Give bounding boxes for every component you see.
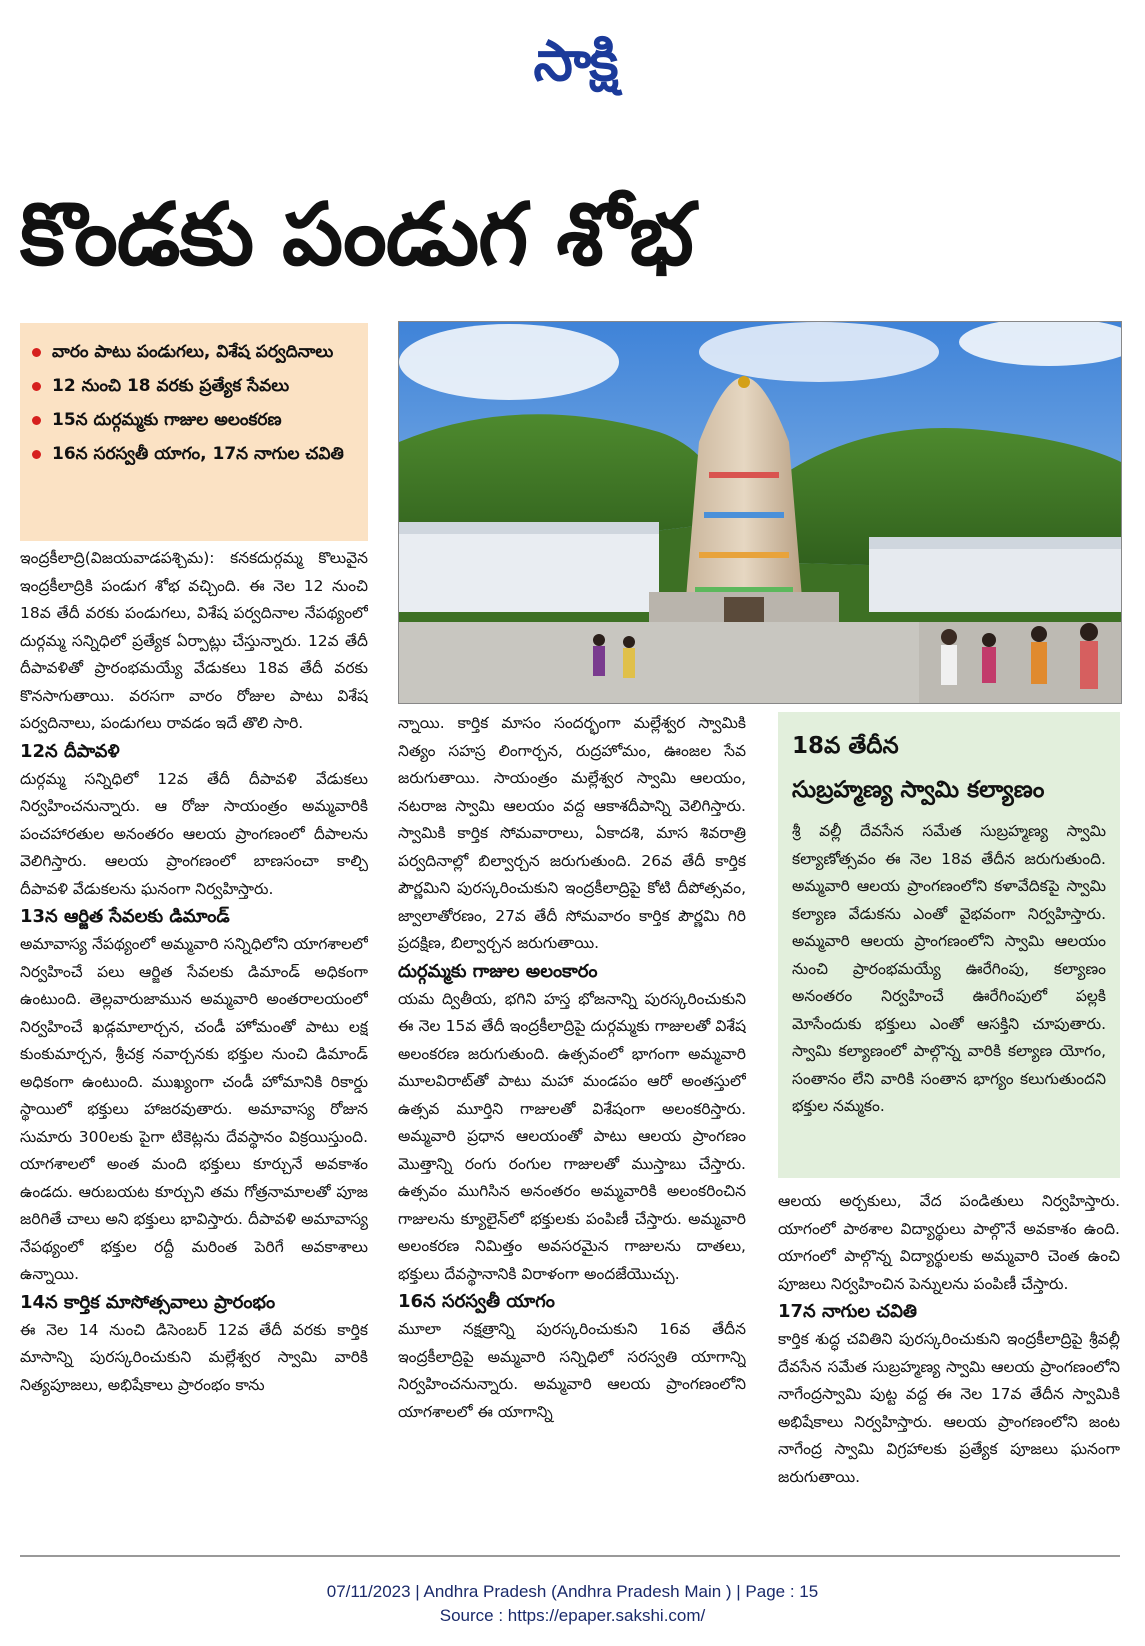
headline: కొండకు పండుగ శోభ [20, 185, 693, 285]
footer-divider [20, 1555, 1120, 1557]
bullet-icon [32, 416, 41, 425]
footer [0, 1580, 1145, 1628]
sidebar-title-line2: సుబ్రహ్మణ్య స్వామి కల్యాణం [792, 777, 1045, 803]
paragraph: దుర్గమ్మ సన్నిధిలో 12వ తేదీ దీపావళి వేడుకలు నిర్వహించనున్నారు. ఆ రోజు సాయంత్రం అమ్మవారికి పంచహారతుల అనంతరం ఆలయ ప్రాంగణంలో దీపాలను వెలిగిస్తారు. ఆలయ ప్రాంగణంలో బాణసంచా కాల్చి దీపావళి వేడుకలను ఘనంగా నిర్వహిస్తారు. [20, 769, 368, 898]
bullet-icon [32, 382, 41, 391]
paragraph: మూలా నక్షత్రాన్ని పురస్కరించుకుని 16వ తేదీన ఇంద్రకీలాద్రిపై అమ్మవారి సన్నిధిలో సరస్వతి యాగాన్ని నిర్వహించనున్నారు. అమ్మవారి ఆలయ ప్రాంగణంలోని యాగశాలలో ఈ యాగాన్ని [398, 1320, 746, 1421]
article-column-3 [778, 1188, 1120, 1548]
article-column-2 [398, 710, 746, 1550]
temple-illustration [399, 322, 1121, 703]
article-column-1 [20, 545, 368, 1545]
highlight-item: 12 నుంచి 18 వరకు ప్రత్యేక సేవలు [32, 369, 358, 403]
paragraph: అమావాస్య నేపథ్యంలో అమ్మవారి సన్నిధిలోని యాగశాలలో నిర్వహించే పలు ఆర్జిత సేవలకు డిమాండ్ అధికంగా ఉంటుంది. తెల్లవారుజామున అమ్మవారి అంతరాలయంలో నిర్వహించే ఖడ్గమాలార్చన, చండీ హోమంతో పాటు లక్ష కుంకుమార్చన, శ్రీచక్ర నవార్చనకు భక్తుల నుంచి డిమాండ్ అధికంగా ఉంటుంది. ముఖ్యంగా చండీ హోమానికి రికార్డు స్థాయిలో భక్తులు హాజరవుతారు. అమావాస్య రోజున సుమారు 300లకు పైగా టికెట్లను దేవస్థానం విక్రయిస్తుంది. యాగశాలలో అంత మంది భక్తులు కూర్చునే అవకాశం ఉండదు. ఆరుబయట కూర్చుని తమ గోత్రనామాలతో పూజ జరిగితే చాలు అని భక్తులు భావిస్తారు. దీపావళి అమావాస్య నేపథ్యంలో భక్తుల రద్దీ మరింత పెరిగే అవకాశాలు ఉన్నాయి. [20, 935, 368, 1283]
subheading-saraswathi-yagam: 16న సరస్వతీ యాగం [398, 1291, 555, 1312]
bullet-icon [32, 450, 41, 459]
highlights-box [20, 323, 368, 541]
subheading-deepavali: 12న దీపావళి [20, 740, 120, 762]
article-intro: ఇంద్రకీలాద్రి(విజయవాడపశ్చిమ): కనకదుర్గమ్మ కొలువైన ఇంద్రకీలాద్రికి పండుగ శోభ వచ్చింది. ఈ నెల 12 నుంచి 18వ తేదీ వరకు పండుగలు, విశేష పర్వదినాల నేపథ్యంలో దుర్గమ్మ సన్నిధిలో ప్రత్యేక ఏర్పాట్లు చేస్తున్నారు. 12వ తేదీ దీపావళితో ప్రారంభమయ్యే వేడుకలు 18వ తేదీ వరకు కొనసాగుతాయి. వరసగా వారం రోజుల పాటు విశేష పర్వదినాలు, పండుగలు రావడం ఇదే తొలి సారి. [20, 549, 368, 732]
paragraph: న్నాయి. కార్తిక మాసం సందర్భంగా మల్లేశ్వర స్వామికి నిత్యం సహస్ర లింగార్చన, రుద్రహోమం, ఊంజల సేవ జరుగుతాయి. సాయంత్రం మల్లేశ్వర స్వామి ఆలయం, నటరాజ స్వామి ఆలయం వద్ద ఆకాశదీపాన్ని వెలిగిస్తారు. స్వామికి కార్తిక సోమవారాలు, ఏకాదశి, మాస శివరాత్రి పర్వదినాల్లో బిల్వార్చన జరుగుతుంది. 26వ తేదీ కార్తిక పౌర్ణమిని పురస్కరించుకుని ఇంద్రకీలాద్రిపై కోటి దీపోత్సవం, జ్వాలాతోరణం, 27వ తేదీ సోమవారం కార్తిక పౌర్ణమి గిరి ప్రదక్షిణ, బిల్వార్చన జరుగుతాయి. [398, 714, 746, 952]
subheading-nagula-chavithi: 17న నాగుల చవితి [778, 1301, 917, 1322]
highlight-item: 15న దుర్గమ్మకు గాజుల అలంకరణ [32, 403, 358, 437]
footer-source-link[interactable]: Source : https://epaper.sakshi.com/ [439, 1606, 706, 1625]
bullet-icon [32, 348, 41, 357]
subheading-karthika-masam: 14న కార్తిక మాసోత్సవాలు ప్రారంభం [20, 1291, 276, 1313]
highlight-item: వారం పాటు పండుగలు, విశేష పర్వదినాలు [32, 335, 358, 369]
footer-date-edition: 07/11/2023 | Andhra Pradesh (Andhra Pradesh Main ) | Page : 15 [326, 1582, 819, 1601]
paragraph: ఆలయ అర్చకులు, వేద పండితులు నిర్వహిస్తారు. యాగంలో పాఠశాల విద్యార్థులు పాల్గొనే అవకాశం ఉంది. యాగంలో పాల్గొన్న విద్యార్థులకు అమ్మవారి చెంత ఉంచి పూజలు నిర్వహించిన పెన్నులను పంపిణీ చేస్తారు. [778, 1192, 1120, 1293]
sidebar-box [778, 712, 1120, 1178]
subheading-arjitha-sevas: 13న ఆర్జిత సేవలకు డిమాండ్ [20, 906, 230, 927]
paragraph: కార్తిక శుద్ధ చవితిని పురస్కరించుకుని ఇంద్రకీలాద్రిపై శ్రీవల్లీ దేవసేన సమేత సుబ్రహ్మణ్య స్వామి ఆలయ ప్రాంగణంలోని నాగేంద్రస్వామి పుట్ట వద్ద ఈ నెల 17వ తేదీన స్వామికి అభిషేకాలు నిర్వహిస్తారు. ఆలయ ప్రాంగణంలోని జంట నాగేంద్ర స్వామి విగ్రహాలకు ప్రత్యేక పూజలు ఘనంగా జరుగుతాయి. [778, 1330, 1120, 1486]
paragraph: యమ ద్వితీయ, భగిని హస్త భోజనాన్ని పురస్కరించుకుని ఈ నెల 15వ తేదీ ఇంద్రకీలాద్రిపై దుర్గమ్మకు గాజులతో విశేష అలంకరణ జరుగుతుంది. ఉత్సవంలో భాగంగా అమ్మవారి మూలవిరాట్‌తో పాటు మహా మండపం ఆరో అంతస్తులో ఉత్సవ మూర్తిని గాజులతో విశేషంగా అలంకరిస్తారు. అమ్మవారి ప్రధాన ఆలయంతో పాటు ఆలయ ప్రాంగణం మొత్తాన్ని రంగు రంగుల గాజులతో ముస్తాబు చేస్తారు. ఉత్సవం ముగిసిన అనంతరం అమ్మవారికి అలంకరించిన గాజులను క్యూలైన్‌లో భక్తులకు పంపిణీ చేస్తారు. అమ్మవారి అలంకరణ నిమిత్తం అవసరమైన గాజులను దాతలు, భక్తులు దేవస్థానానికి విరాళంగా అందజేయొచ్చు. [398, 989, 746, 1283]
sakshi-logo: సాక్షి [533, 29, 617, 94]
subheading-gajula-alankaram: దుర్గమ్మకు గాజుల అలంకారం [398, 960, 598, 982]
sidebar-title-line1: 18వ తేదీన [792, 733, 899, 759]
temple-photo [398, 321, 1122, 704]
paragraph: ఈ నెల 14 నుంచి డిసెంబర్ 12వ తేదీ వరకు కార్తిక మాసాన్ని పురస్కరించుకుని మల్లేశ్వర స్వామి వారికి నిత్యపూజలు, అభిషేకాలు ప్రారంభం కాను [20, 1320, 368, 1394]
sidebar-body: శ్రీ వల్లీ దేవసేన సమేత సుబ్రహ్మణ్య స్వామి కల్యాణోత్సవం ఈ నెల 18వ తేదీన జరుగుతుంది. అమ్మవారి ఆలయ ప్రాంగణంలోని కళావేదికపై స్వామి కల్యాణ వేడుకను ఎంతో వైభవంగా నిర్వహిస్తారు. అమ్మవారి ఆలయ ప్రాంగణంలోని స్వామి ఆలయం నుంచి ప్రారంభమయ్యే ఊరేగింపు, కల్యాణం అనంతరం నిర్వహించే ఊరేగింపులో పల్లకి మోసేందుకు భక్తులు ఎంతో ఆసక్తిని చూపుతారు. స్వామి కల్యాణంలో పాల్గొన్న వారికి కల్యాణ యోగం, సంతానం లేని వారికి సంతాన భాగ్యం కలుగుతుందని భక్తుల నమ్మకం. [792, 822, 1106, 1115]
highlight-item: 16న సరస్వతీ యాగం, 17న నాగుల చవితి [32, 437, 358, 471]
